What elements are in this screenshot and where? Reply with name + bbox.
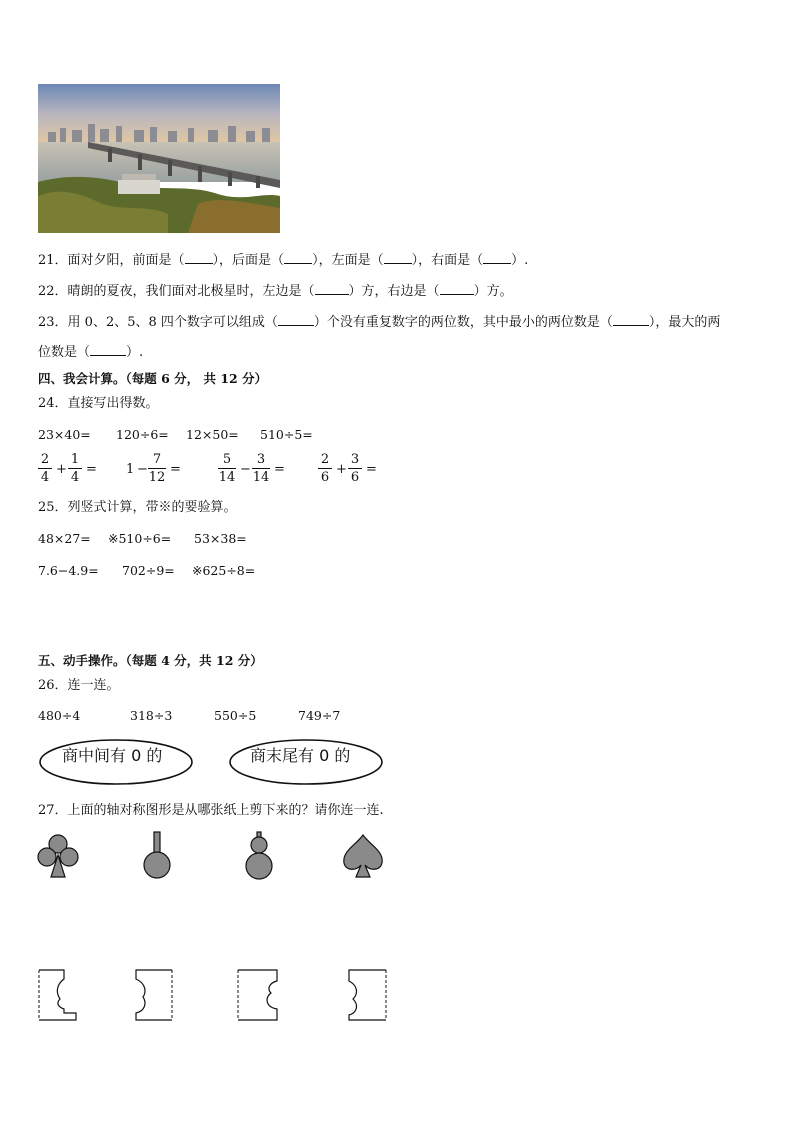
q22-text-b: ）方，右边是（ xyxy=(348,284,440,299)
fraction: 2 6 xyxy=(318,452,332,485)
oval-zero-in-middle[interactable] xyxy=(38,738,194,786)
q24-expr-1: 23×40= xyxy=(38,427,91,442)
question-23-line-1 xyxy=(38,313,720,331)
question-22 xyxy=(38,282,513,300)
fraction: 7 12 xyxy=(148,452,166,485)
q21-text-c: ），左面是（ xyxy=(312,253,384,268)
q26-item-3[interactable]: 550÷5 xyxy=(214,708,257,723)
q26-item-2[interactable]: 318÷3 xyxy=(130,708,173,723)
q22-text-a: 22．晴朗的夏夜，我们面对北极星时，左边是（ xyxy=(38,284,315,299)
q24-expr-2: 120÷6= xyxy=(116,427,169,442)
gourd-shape-icon[interactable] xyxy=(242,831,276,881)
question-25-title: 25．列竖式计算，带※的要验算。 xyxy=(38,500,237,515)
q21-blank-3[interactable] xyxy=(384,251,412,264)
q23-blank-2[interactable] xyxy=(613,313,649,326)
q21-blank-4[interactable] xyxy=(483,251,511,264)
fraction: 2 4 xyxy=(38,452,52,485)
q21-text-e: ）. xyxy=(511,253,529,268)
q23-text-a: 23．用 0、2、5、8 四个数字可以组成（ xyxy=(38,315,278,330)
q24-expr-3: 12×50= xyxy=(186,427,239,442)
folded-paper-2[interactable] xyxy=(133,969,173,1021)
q26-item-4[interactable]: 749÷7 xyxy=(298,708,341,723)
oval-label: 商中间有 0 的 xyxy=(62,746,163,765)
bridge-photo xyxy=(38,84,280,233)
q23-text-c: ），最大的两 xyxy=(648,315,721,330)
q21-text-a: 21．面对夕阳，前面是（ xyxy=(38,253,185,268)
q25-expr-6: ※625÷8= xyxy=(192,563,256,578)
q24-expr-4: 510÷5= xyxy=(260,427,313,442)
q23-text-b: ）个没有重复数字的两位数，其中最小的两位数是（ xyxy=(313,315,613,330)
q23-text-d: 位数是（ xyxy=(38,345,91,360)
q21-text-d: ），右面是（ xyxy=(411,253,484,268)
q22-text-c: ）方。 xyxy=(473,284,513,299)
q23-blank-3[interactable] xyxy=(90,343,126,356)
question-21 xyxy=(38,251,528,269)
q21-blank-2[interactable] xyxy=(284,251,312,264)
section-4-title: 四、我会计算。（每题 6 分， 共 12 分） xyxy=(38,371,268,386)
q25-expr-5: 702÷9= xyxy=(122,563,175,578)
question-23-line-2 xyxy=(38,343,143,361)
fraction: 3 14 xyxy=(252,452,270,485)
q21-text-b: ），后面是（ xyxy=(212,253,285,268)
racket-shape-icon[interactable] xyxy=(140,830,174,880)
fraction: 3 6 xyxy=(348,452,362,485)
q26-item-1[interactable]: 480÷4 xyxy=(38,708,81,723)
question-27-title: 27．上面的轴对称图形是从哪张纸上剪下来的？请你连一连. xyxy=(38,803,384,818)
folded-paper-4[interactable] xyxy=(347,969,387,1021)
q25-expr-1: 48×27= xyxy=(38,531,91,546)
oval-label: 商末尾有 0 的 xyxy=(250,746,351,765)
folded-paper-1[interactable] xyxy=(38,969,78,1021)
q21-blank-1[interactable] xyxy=(185,251,213,264)
question-24-title: 24．直接写出得数。 xyxy=(38,396,159,411)
club-shape-icon[interactable] xyxy=(36,833,80,879)
folded-paper-3[interactable] xyxy=(237,969,279,1021)
q22-blank-2[interactable] xyxy=(440,282,474,295)
fraction: 1 4 xyxy=(68,452,82,485)
spade-shape-icon[interactable] xyxy=(340,833,386,879)
question-26-title: 26．连一连。 xyxy=(38,678,120,693)
q23-text-e: ）. xyxy=(126,345,144,360)
oval-zero-at-end[interactable] xyxy=(228,738,384,786)
q25-expr-4: 7.6−4.9= xyxy=(38,563,99,578)
fraction: 5 14 xyxy=(218,452,236,485)
q23-blank-1[interactable] xyxy=(278,313,314,326)
section-5-title: 五、动手操作。（每题 4 分，共 12 分） xyxy=(38,653,263,668)
q22-blank-1[interactable] xyxy=(315,282,349,295)
q25-expr-2: ※510÷6= xyxy=(108,531,172,546)
q25-expr-3: 53×38= xyxy=(194,531,247,546)
